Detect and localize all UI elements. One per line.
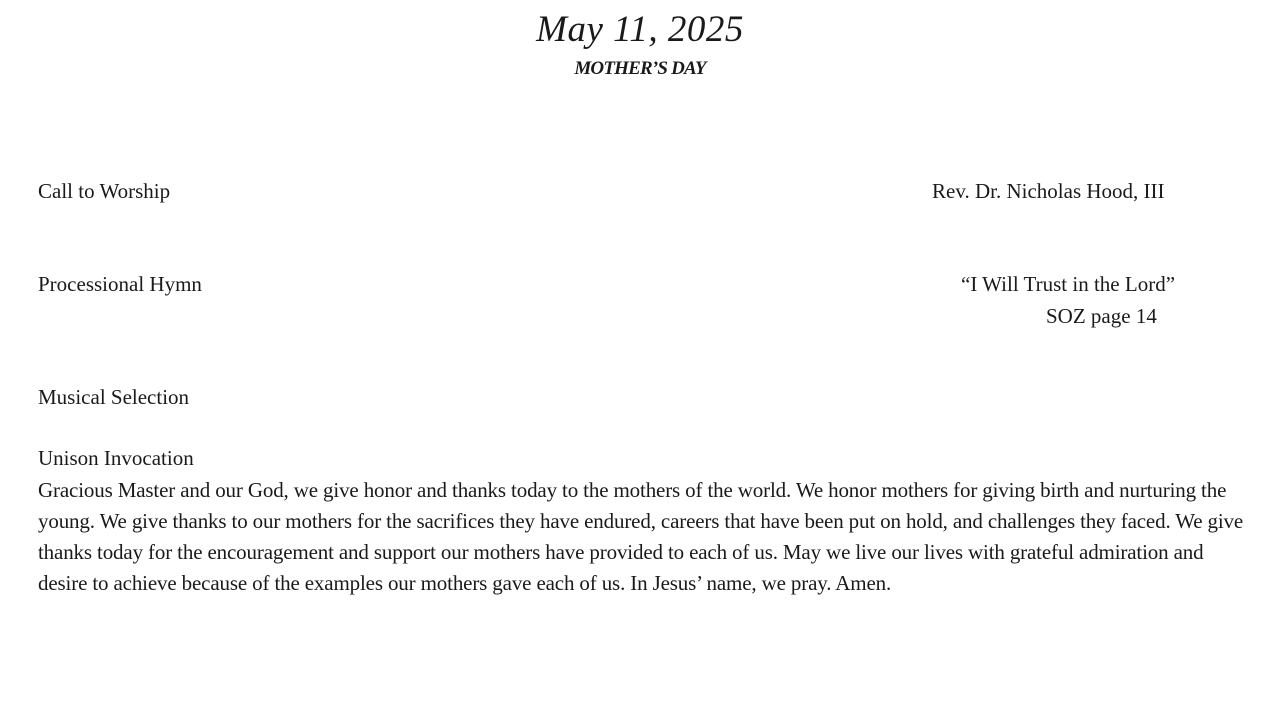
call-to-worship-leader: Rev. Dr. Nicholas Hood, III xyxy=(932,179,1165,203)
unison-invocation-text: Gracious Master and our God, we give honor and thanks today to the mothers of the world. We honor mothers for giving birth and nurturing the young. We give thanks to our mothers for the sacrifices they have endured, careers that have been put on hold, and challenges they faced. We give thanks today for the encouragement and support our mothers have provided to each of us. May we live our lives with grateful admiration and desire to achieve because of the examples our mothers gave each of us. In Jesus’ name, we pray. Amen. xyxy=(38,478,1244,595)
service-date: May 11, 2025 xyxy=(536,9,744,50)
unison-invocation-label: Unison Invocation xyxy=(38,446,194,470)
musical-selection-label: Musical Selection xyxy=(38,385,190,409)
processional-hymn-reference: SOZ page 14 xyxy=(1046,304,1157,328)
call-to-worship-label: Call to Worship xyxy=(38,179,171,203)
processional-hymn-title: “I Will Trust in the Lord” xyxy=(961,272,1176,296)
processional-hymn-label: Processional Hymn xyxy=(38,272,202,296)
service-occasion: MOTHER’S DAY xyxy=(574,58,706,79)
